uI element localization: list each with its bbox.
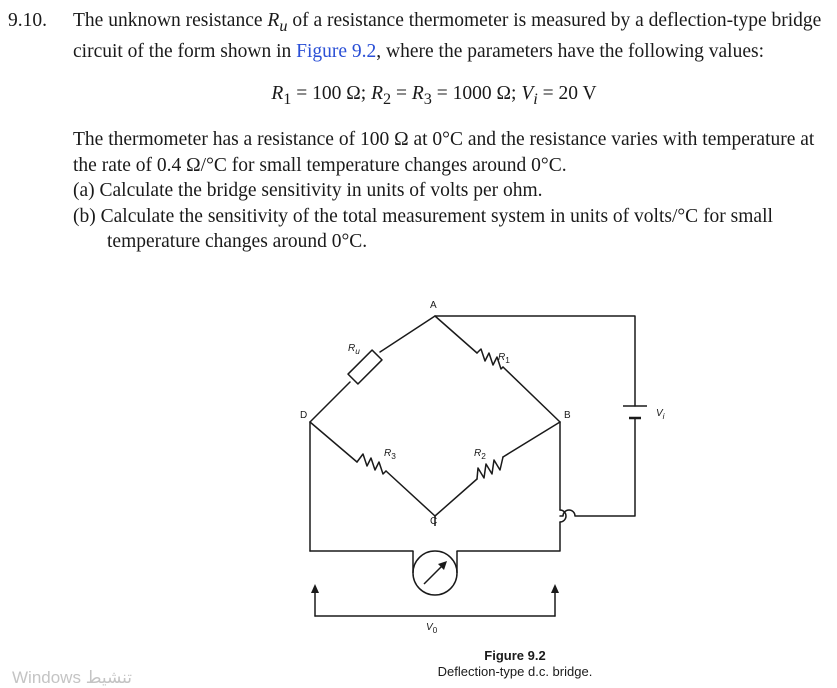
r1-label-sub: 1	[505, 355, 510, 365]
parameter-equation	[73, 81, 830, 112]
r3-label	[384, 448, 396, 461]
r2-label-sub: 2	[481, 451, 486, 461]
eq-r1-sub: 1	[283, 89, 292, 108]
eq-r1: R	[271, 82, 284, 104]
intro-text-mid: of a resistance thermometer is measured by a deflection-type bridge circuit of the form shown in	[73, 10, 822, 63]
resistor-r3	[357, 454, 386, 474]
problem-number: 9.10.	[8, 10, 47, 31]
r1-label	[498, 352, 510, 365]
r3-label-sub: 3	[391, 451, 396, 461]
node-d-label: D	[300, 410, 308, 421]
wire-c-r2	[435, 479, 477, 516]
vi-label	[656, 408, 665, 421]
eq-r2-sub: 2	[383, 89, 392, 108]
wire-d-down	[310, 422, 413, 551]
intro-text: The unknown resistance	[73, 10, 268, 31]
figure-9-2	[285, 296, 685, 679]
wire-r2-b	[503, 422, 560, 457]
wire-battery-bottom	[560, 418, 635, 516]
vo-label	[426, 622, 437, 635]
eq-r2: R	[371, 82, 383, 104]
r2-label	[474, 448, 486, 461]
vi-label-symbol: V	[656, 408, 663, 419]
ru-label-sub: u	[355, 346, 360, 356]
eq-equals: =	[391, 82, 412, 104]
ru-symbol: R	[267, 10, 280, 31]
eq-vi-val: = 20 V	[537, 82, 597, 104]
eq-r3: R	[411, 82, 424, 104]
eq-r3-sub: 3	[423, 89, 432, 108]
wire-a-top	[435, 316, 635, 406]
vi-label-sub: i	[662, 411, 665, 421]
r1-label-symbol: R	[498, 352, 506, 363]
r2-label-symbol: R	[474, 448, 482, 459]
problem-9-10	[8, 8, 830, 255]
wire-meter-right	[457, 522, 560, 551]
wire-r3-c	[386, 471, 435, 516]
r3-label-symbol: R	[384, 448, 392, 459]
ru-label-symbol: R	[348, 343, 356, 354]
vo-label-sub: 0	[432, 625, 438, 635]
problem-intro	[73, 8, 830, 65]
vo-left-arrowhead-icon	[311, 584, 319, 593]
caption-text: Deflection-type d.c. bridge.	[437, 664, 593, 679]
ru-subscript: u	[279, 16, 288, 35]
wire-d-r3	[310, 422, 357, 462]
eq-r3-val: = 1000 Ω;	[431, 82, 522, 104]
figure-link[interactable]: Figure 9.2	[296, 41, 377, 63]
wire-ru-a	[380, 316, 435, 352]
part-b: (b) Calculate the sensitivity of the total measurement system in units of volts/°C for small temperature changes around 0°C.	[73, 205, 773, 253]
vo-label-symbol: V	[426, 622, 433, 633]
intro-text-post: , where the parameters have the following values:	[376, 41, 764, 63]
caption-title: Figure 9.2	[484, 648, 546, 663]
node-c-label: C	[430, 516, 438, 527]
wire-a-r1	[435, 316, 477, 353]
part-a: (a) Calculate the bridge sensitivity in units of volts per ohm.	[73, 180, 543, 202]
problem-description: The thermometer has a resistance of 100 Ω at 0°C and the resistance varies with temperature at the rate of 0.4 Ω/°C for small temperature changes around 0°C.	[73, 129, 815, 176]
problem-body	[73, 8, 830, 255]
figure-caption	[355, 648, 675, 680]
eq-vi: V	[521, 82, 534, 104]
bridge-circuit-diagram	[285, 296, 685, 646]
wire-d-ru	[310, 382, 350, 422]
node-a-label: A	[430, 300, 437, 311]
wire-r1-b	[503, 367, 560, 422]
vo-right-arrowhead-icon	[551, 584, 559, 593]
eq-r1-val: = 100 Ω;	[291, 82, 372, 104]
ru-label	[348, 343, 360, 356]
windows-activation-watermark: Windows تنشيط	[12, 668, 132, 687]
eq-vi-sub: i	[533, 89, 538, 108]
node-b-label: B	[564, 410, 571, 421]
